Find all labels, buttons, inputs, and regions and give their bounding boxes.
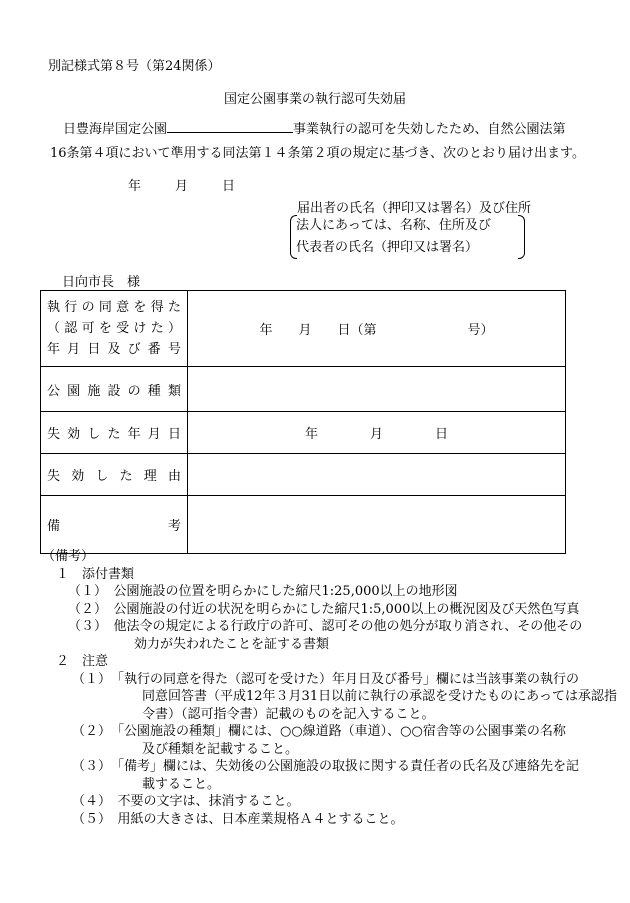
list-item: （３） 他法令の規定による行政庁の許可、認可その他の処分が取り消され、その他その	[68, 619, 583, 634]
expiry-date-label	[41, 412, 188, 454]
label-char: 日	[87, 342, 101, 357]
label-char: 考	[167, 519, 181, 534]
label-char: 園	[67, 383, 81, 399]
label-char: 及	[107, 342, 121, 357]
label-char: 類	[167, 383, 181, 399]
list-item: （４） 不要の文字は、抹消すること。	[72, 794, 300, 809]
label-char: ）	[167, 321, 181, 336]
project-name-blank[interactable]	[167, 120, 293, 133]
label-char: 失	[47, 427, 61, 442]
document-title: 国定公園事業の執行認可失効届	[223, 92, 406, 107]
expiry-reason-label	[41, 454, 188, 496]
list-item-continuation: 載すること。	[142, 776, 221, 792]
label-char: 執	[47, 300, 61, 315]
label-char: 日	[167, 427, 181, 442]
consent-date-label	[41, 291, 188, 367]
form-number: 別記様式第８号（第24関係）	[48, 59, 221, 74]
list-item: （５） 用紙の大きさは、日本産業規格Ａ４とすること。	[72, 811, 404, 827]
list-item-continuation: 及び種類を記載すること。	[142, 741, 299, 757]
table-row	[41, 367, 566, 412]
label-char: し	[87, 427, 101, 442]
list-item-continuation: 同意回答書（平成12年３月31日以前に執行の承認を受けたものにあっては承認指	[142, 689, 617, 704]
date-year: 年	[128, 179, 142, 194]
label-char: 月	[67, 342, 81, 357]
label-char: を	[133, 300, 147, 315]
date-month: 月	[175, 179, 189, 194]
list-item: （２） 公園施設の付近の状況を明らかにした縮尺1:5,000以上の概況図及び天然色写真	[68, 601, 580, 617]
applicant-label: 届出者の氏名（押印又は署名）及び住所	[297, 201, 532, 216]
label-char: 施	[87, 383, 101, 399]
expiry-reason-value[interactable]	[188, 454, 566, 496]
label-char: た	[167, 300, 181, 315]
label-char: 認	[64, 321, 78, 336]
label-char: け	[133, 321, 147, 336]
label-char: び	[127, 342, 141, 357]
expiry-date-value[interactable]: 年 月 日	[188, 412, 566, 454]
list-item: （１） 公園施設の位置を明らかにした縮尺1:25,000以上の地形図	[68, 584, 458, 599]
attachments-heading: １ 添付書類	[56, 566, 135, 582]
addressee: 日向市長 様	[62, 275, 141, 290]
label-char: 由	[167, 469, 181, 484]
label-char: 理	[143, 469, 157, 484]
remarks-value[interactable]	[188, 496, 566, 554]
notes-heading: （備考）	[42, 549, 95, 564]
label-char: 年	[127, 427, 141, 442]
label-char: 得	[150, 300, 164, 315]
label-char: の	[81, 300, 95, 315]
facility-type-value[interactable]	[188, 367, 566, 412]
label-char: 受	[116, 321, 130, 336]
declaration-line-2: 16条第４項において準用する同法第１４条第２項の規定に基づき、次のとおり届け出ます。	[50, 146, 585, 161]
list-item: （３） 「備考」欄には、失効後の公園施設の取扱に関する責任者の氏名及び連絡先を記	[72, 759, 580, 774]
right-bracket	[518, 215, 525, 259]
date-day: 日	[222, 179, 236, 194]
label-char: 行	[64, 300, 78, 315]
label-char: 種	[147, 383, 161, 399]
facility-type-label	[41, 367, 188, 412]
table-row	[41, 496, 566, 554]
label-char: 公	[47, 383, 61, 399]
table-row	[41, 412, 566, 454]
label-char: 号	[167, 342, 181, 357]
declaration-text: 事業執行の認可を失効したため、自然公園法第	[293, 122, 566, 137]
left-bracket	[290, 215, 297, 259]
declaration-line-1	[50, 118, 590, 142]
label-char: 設	[107, 383, 121, 399]
label-char: 年	[47, 342, 61, 357]
application-table	[40, 290, 566, 554]
consent-date-value[interactable]: 年 月 日（第 号）	[188, 291, 566, 367]
corporate-note	[296, 215, 526, 259]
list-item: （２） 「公園施設の種類」欄には、○○線道路（車道）、○○宿舎等の公園事業の名称	[72, 724, 566, 739]
label-char: た	[107, 427, 121, 442]
label-line	[47, 318, 181, 339]
table-row	[41, 291, 566, 367]
list-item: （１） 「執行の同意を得た（認可を受けた）年月日及び番号」欄には当該事業の執行の	[72, 671, 580, 687]
declaration-paragraph	[50, 118, 590, 166]
remarks-label	[41, 496, 188, 554]
label-char: 効	[67, 427, 81, 442]
corporate-note-line-2: 代表者の氏名（押印又は署名）	[296, 240, 479, 255]
label-char: 意	[116, 300, 130, 315]
label-char: し	[95, 469, 109, 484]
submission-date	[128, 175, 269, 194]
label-char: た	[150, 321, 164, 336]
notes-section	[42, 548, 617, 828]
label-line	[47, 339, 181, 360]
list-item-continuation: 令書）（認可指令書）記載のものを記入すること。	[142, 706, 435, 722]
label-char: た	[119, 469, 133, 484]
park-name: 日豊海岸国定公園	[63, 122, 168, 137]
label-char: （	[47, 321, 61, 336]
list-item-continuation: 効力が失われたことを証する書類	[134, 636, 330, 652]
label-char: 備	[47, 519, 61, 534]
label-line	[47, 297, 181, 318]
cautions-heading: ２ 注意	[56, 654, 109, 669]
label-char: 効	[71, 469, 85, 484]
label-char: を	[98, 321, 112, 336]
table-row	[41, 454, 566, 496]
label-char: 月	[147, 427, 161, 442]
label-char: 同	[98, 300, 112, 315]
label-char: 可	[81, 321, 95, 336]
label-char: の	[127, 383, 141, 399]
label-char: 失	[47, 469, 61, 484]
corporate-note-line-1: 法人にあっては、名称、住所及び	[296, 218, 491, 233]
label-char: 番	[147, 342, 161, 357]
